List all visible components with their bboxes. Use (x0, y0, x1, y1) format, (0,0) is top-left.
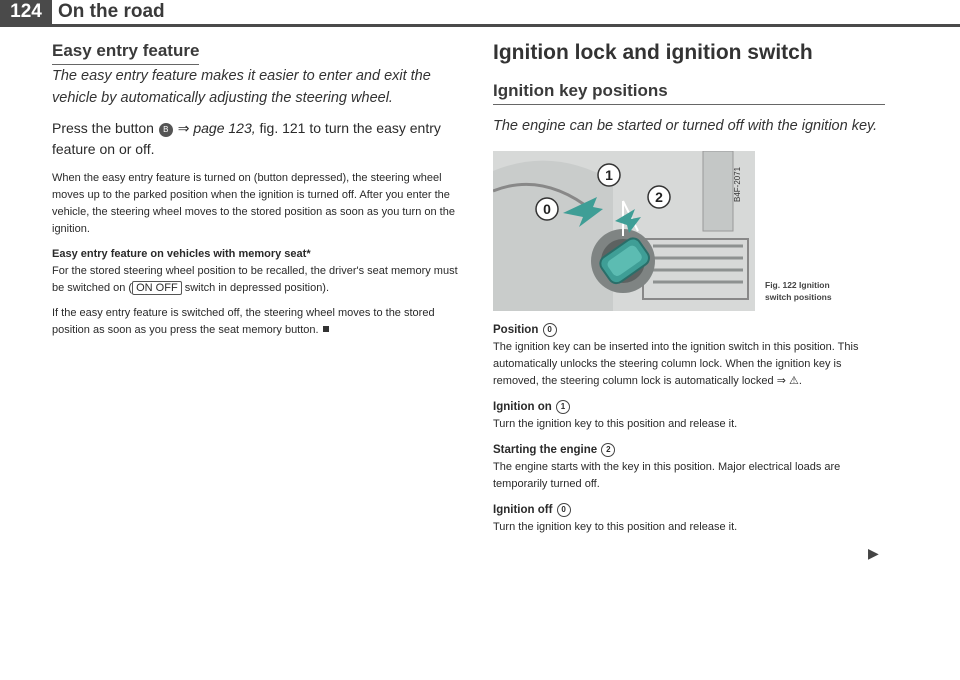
figure-label-1: 1 (605, 167, 613, 183)
easy-entry-intro: The easy entry feature makes it easier to enter and exit the vehicle by automatically adjusting the steering wheel. (52, 68, 431, 106)
starting-engine-heading (493, 441, 885, 459)
position-section-0 (493, 321, 885, 390)
figure-label-0: 0 (543, 201, 551, 217)
ignition-off-text: Turn the ignition key to this position and release it. (493, 521, 738, 533)
page-reference-link[interactable]: page 123, (193, 120, 256, 136)
memory-seat-paragraph (52, 263, 462, 297)
figure-caption (765, 279, 832, 303)
left-column (52, 40, 462, 347)
page-header (0, 0, 960, 30)
position-section-3 (493, 501, 885, 536)
page-number: 124 (0, 0, 52, 24)
easy-entry-description: When the easy entry feature is turned on (button depressed), the steering wheel moves up to the parked position when the ignition is turned off. After you enter the vehicle, the steering wheel moves to the stored position as soon as you turn on the ignition. (52, 172, 455, 235)
ignition-on-heading-text: Ignition on (493, 401, 552, 413)
position-text (493, 339, 885, 390)
memory-seat-subheading: Easy entry feature on vehicles with memory seat* (52, 248, 311, 260)
right-column (493, 40, 885, 544)
easy-entry-off-paragraph (52, 305, 462, 339)
starting-engine-heading-text: Starting the engine (493, 444, 598, 456)
chapter-title: On the road (58, 1, 165, 22)
subtitle-wrapper (493, 80, 885, 105)
button-b-icon: B (159, 123, 173, 137)
press-before: Press the button (52, 120, 154, 136)
figure-code: B4F-2071 (733, 166, 742, 202)
warning-reference-link[interactable]: ⇒ ⚠. (776, 375, 802, 387)
figure-label-2: 2 (655, 189, 663, 205)
ignition-off-heading (493, 501, 885, 519)
section-title-easy-entry: Easy entry feature (52, 40, 199, 65)
position-heading (493, 321, 885, 339)
ignition-intro: The engine can be started or turned off with the ignition key. (493, 118, 878, 134)
ignition-switch-illustration (493, 151, 755, 311)
subsection-title-key-positions: Ignition key positions (493, 81, 668, 100)
position-2-icon: 2 (601, 443, 615, 457)
press-button-paragraph (52, 118, 462, 160)
ignition-on-heading (493, 398, 885, 416)
position-0-icon: 0 (543, 323, 557, 337)
section-end-icon (323, 326, 329, 332)
position-section-2 (493, 441, 885, 493)
starting-engine-text: The engine starts with the key in this position. Major electrical loads are temporarily turned off. (493, 461, 841, 490)
memory-after: switch in depressed position). (184, 282, 330, 294)
ignition-on-text: Turn the ignition key to this position and release it. (493, 418, 738, 430)
position-body: The ignition key can be inserted into the ignition switch in this position. This automatically unlocks the steering column lock. When the ignition key is removed, the steering column lock is automatically locked (493, 341, 859, 387)
ignition-figure (493, 151, 755, 311)
ignition-off-heading-text: Ignition off (493, 504, 553, 516)
position-section-1 (493, 398, 885, 433)
caption-line-2: switch positions (765, 292, 832, 302)
figure-row (493, 151, 885, 311)
ref-arrow: ⇒ (177, 120, 190, 136)
on-off-key: ON OFF (132, 281, 182, 295)
section-title-ignition: Ignition lock and ignition switch (493, 41, 813, 64)
memory-before: For the stored steering wheel position to be recalled, the driver's seat memory must be switched on ( (52, 265, 458, 294)
press-after: fig. 121 to turn the easy entry feature on or off. (52, 120, 441, 157)
continue-arrow-icon: ▶ (868, 545, 879, 561)
position-1-icon: 1 (556, 400, 570, 414)
position-heading-text: Position (493, 324, 539, 336)
position-0b-icon: 0 (557, 503, 571, 517)
caption-line-1: Fig. 122 Ignition (765, 280, 830, 290)
header-rule (0, 24, 960, 27)
easy-entry-off-text: If the easy entry feature is switched off, the steering wheel moves to the stored position as soon as you press the seat memory button. (52, 307, 435, 336)
